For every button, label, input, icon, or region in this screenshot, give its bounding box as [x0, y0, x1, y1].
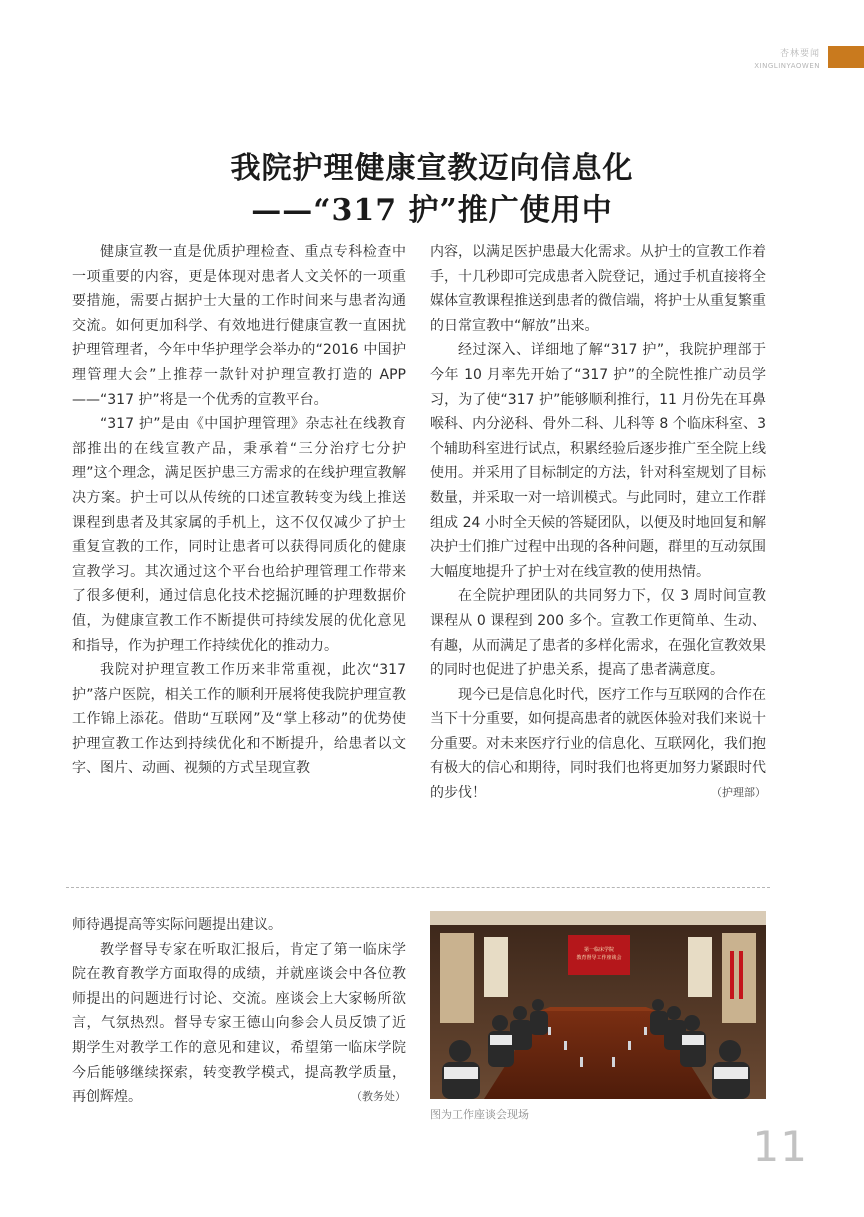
meeting-photo — [430, 911, 766, 1099]
paragraph — [72, 938, 406, 1110]
paragraph-text: 现今已是信息化时代，医疗工作与互联网的合作在当下十分重要，如何提高患者的就医体验对我们来说十分重要。对未来医疗行业的信息化、互联网化，我们抱有极大的信心和期待，同时我们也将更加努力紧跟时代的步伐！ — [430, 686, 766, 802]
article-right-column — [430, 240, 766, 806]
photo-caption: 图为工作座谈会现场 — [430, 1108, 529, 1121]
lower-signature: （教务处） — [351, 1090, 406, 1104]
paragraph-text: 教学督导专家在听取汇报后，肯定了第一临床学院在教育教学方面取得的成绩，并就座谈会中各位教师提出的问题进行讨论、交流。座谈会上大家畅所欲言，气氛热烈。督导专家王德山向参会人员反馈了近期学生对教学工作的意见和建议，希望第一临床学院今后能够继续探索，转变教学模式，提高教学质量，再创辉煌。 — [72, 941, 406, 1106]
paragraph: 经过深入、详细地了解“317 护”，我院护理部于今年 10 月率先开始了“317 护”的全院性推广动员学习，为了使“317 护”能够顺利推行，11 月份先在耳鼻喉科、内分泌科、骨外二科、儿科等 8 个临床科室、3 个辅助科室进行试点，积累经验后逐步推广至全院上线使用。并采用了目标制定的方法，针对科室规划了目标数量，并采取一对一培训模式。与此同时，建立工作群组成 24 小时全天候的答疑团队，以便及时地回复和解决护士们推广过程中出现的各种问题，群里的互动氛围大幅度地提升了护士对在线宣教的使用热情。 — [430, 342, 766, 580]
article-signature: （护理部） — [711, 786, 766, 800]
paragraph: 在全院护理团队的共同努力下，仅 3 周时间宣教课程从 0 课程到 200 多个。宣教工作更简单、生动、有趣，从而满足了患者的多样化需求，在强化宣教效果的同时也促进了护患关系，提高了患者满意度。 — [430, 588, 766, 679]
article-title — [0, 148, 864, 232]
section-header — [754, 46, 820, 70]
page-number: 11 — [752, 1122, 808, 1171]
section-divider — [66, 887, 770, 888]
section-title: 杏林要闻 — [779, 49, 820, 59]
paragraph: 我院对护理宣教工作历来非常重视，此次“317 护”落户医院，相关工作的顺利开展将使我院护理宣教工作锦上添花。借助“互联网”及“掌上移动”的优势使护理宣教工作达到持续优化和不断提升，给患者以文字、图片、动画、视频的方式呈现宣教 — [72, 662, 406, 777]
lower-article-column — [72, 913, 406, 1110]
paragraph: 内容，以满足医护患最大化需求。从护士的宣教工作着手，十几秒即可完成患者入院登记，通过手机直接将全媒体宣教课程推送到患者的微信端，将护士从重复繁重的日常宣教中“解放”出来。 — [430, 244, 766, 334]
meeting-photo-illustration — [430, 911, 766, 1099]
paragraph: 健康宣教一直是优质护理检查、重点专科检查中一项重要的内容，更是体现对患者人文关怀的一项重要措施，需要占据护士大量的工作时间来与患者沟通交流。如何更加科学、有效地进行健康宣教一直困扰护理管理者，今年中华护理学会举办的“2016 中国护理管理大会”上推荐一款针对护理宣教打造的 APP——“317 护”将是一个优秀的宣教平台。 — [72, 244, 406, 408]
paragraph: 师待遇提高等实际问题提出建议。 — [72, 917, 282, 933]
paragraph — [430, 683, 766, 806]
article-left-column — [72, 240, 406, 781]
title-line-2: ——“317 护”推广使用中 — [251, 193, 613, 228]
title-line-1: 我院护理健康宣教迈向信息化 — [230, 151, 634, 186]
section-pinyin: XINGLINYAOWEN — [754, 62, 820, 70]
section-tab-marker — [828, 46, 864, 68]
paragraph: “317 护”是由《中国护理管理》杂志社在线教育部推出的在线宣教产品，秉承着“三分治疗七分护理”这个理念，满足医护患三方需求的在线护理宣教解决方案。护士可以从传统的口述宣教转变为线上推送课程到患者及其家属的手机上，这不仅仅减少了护士重复宣教的工作，同时让患者可以获得同质化的健康宣教学习。其次通过这个平台也给护理管理工作带来了很多便利，通过信息化技术挖掘沉睡的护理数据价值，为健康宣教工作不断提供可持续发展的优化意见和指导，作为护理工作持续优化的推动力。 — [72, 416, 406, 654]
svg-text:教育督导工作座谈会: 教育督导工作座谈会 — [576, 955, 622, 961]
svg-text:第一临床学院: 第一临床学院 — [583, 947, 615, 953]
